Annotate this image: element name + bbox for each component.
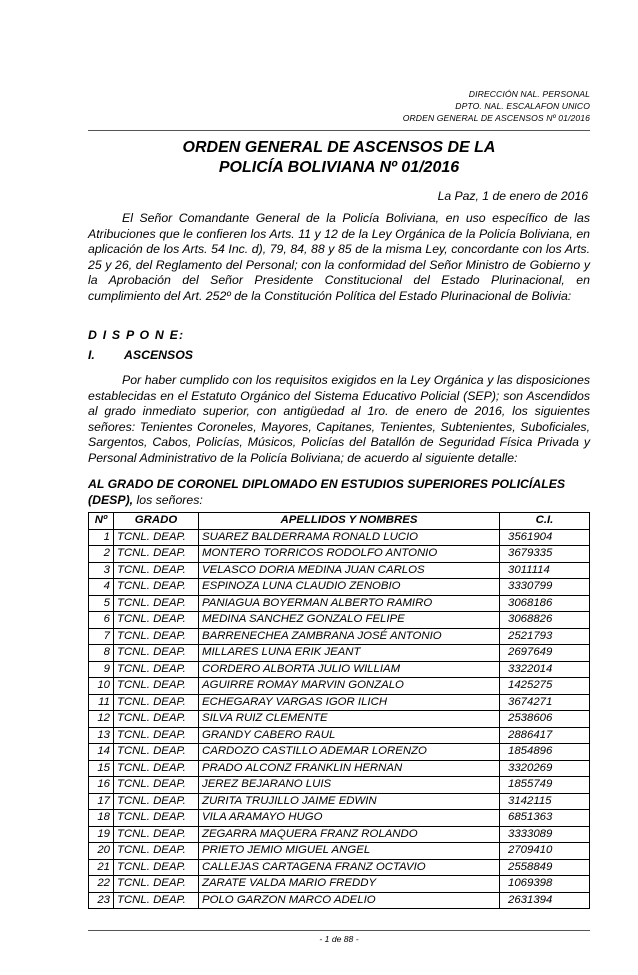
table-row: [89, 859, 590, 876]
row-nombres: CORDERO ALBORTA JULIO WILLIAM: [199, 661, 500, 678]
row-nombres: SUAREZ BALDERRAMA RONALD LUCIO: [199, 529, 500, 546]
row-nombres: BARRENECHEA ZAMBRANA JOSÉ ANTONIO: [199, 628, 500, 645]
row-ci: 3011114: [500, 562, 590, 579]
row-number: 23: [89, 892, 114, 909]
promotions-table: [88, 512, 590, 909]
row-ci: 3679335: [500, 546, 590, 563]
title-line-1: ORDEN GENERAL DE ASCENSOS DE LA: [182, 139, 496, 156]
row-number: 7: [89, 628, 114, 645]
row-ci: 3142115: [500, 793, 590, 810]
row-nombres: PANIAGUA BOYERMAN ALBERTO RAMIRO: [199, 595, 500, 612]
row-grado: TCNL. DEAP.: [114, 579, 199, 596]
table-row: [89, 529, 590, 546]
grado-heading-bold: AL GRADO DE CORONEL DIPLOMADO EN ESTUDIOS SUPERIORES POLICÍALES (DESP),: [88, 477, 566, 507]
row-ci: 3068826: [500, 612, 590, 629]
section-text: Por haber cumplido con los requisitos exigidos en la Ley Orgánica y las disposiciones establecidas en el Estatuto Orgánico del Sistema Educativo Policial (SEP); son Ascendidos al grado inmediato superior, con antigüedad al 1ro. de enero de 2016, los siguientes señores: Tenientes Coroneles, Mayores, Capitanes, Tenientes, Subtenientes, Suboficiales, Sargentos, Cabos, Policías, Músicos, Policías del Batallón de Seguridad Física Privada y Personal Administrativo de la Policía Boliviana; de acuerdo al siguiente detalle:: [88, 373, 590, 465]
row-number: 10: [89, 678, 114, 695]
header-divider: [88, 130, 590, 131]
table-row: [89, 645, 590, 662]
row-ci: 2631394: [500, 892, 590, 909]
row-number: 20: [89, 843, 114, 860]
row-number: 18: [89, 810, 114, 827]
table-row: [89, 793, 590, 810]
row-number: 15: [89, 760, 114, 777]
row-number: 8: [89, 645, 114, 662]
header-line-1: DIRECCIÓN NAL. PERSONAL: [468, 89, 590, 99]
section-paragraph: [88, 373, 590, 466]
row-ci: 3333089: [500, 826, 590, 843]
row-nombres: VILA ARAMAYO HUGO: [199, 810, 500, 827]
table-row: [89, 562, 590, 579]
row-nombres: ECHEGARAY VARGAS IGOR ILICH: [199, 694, 500, 711]
row-grado: TCNL. DEAP.: [114, 892, 199, 909]
table-row: [89, 546, 590, 563]
table-row: [89, 694, 590, 711]
row-grado: TCNL. DEAP.: [114, 694, 199, 711]
row-grado: TCNL. DEAP.: [114, 760, 199, 777]
table-body: [89, 529, 590, 909]
row-ci: 1855749: [500, 777, 590, 794]
row-nombres: JEREZ BEJARANO LUIS: [199, 777, 500, 794]
section-title: ASCENSOS: [124, 348, 194, 362]
row-nombres: POLO GARZON MARCO ADELIO: [199, 892, 500, 909]
table-row: [89, 876, 590, 893]
row-nombres: PRIETO JEMIO MIGUEL ANGEL: [199, 843, 500, 860]
row-grado: TCNL. DEAP.: [114, 612, 199, 629]
row-nombres: SILVA RUIZ CLEMENTE: [199, 711, 500, 728]
row-grado: TCNL. DEAP.: [114, 628, 199, 645]
row-number: 11: [89, 694, 114, 711]
row-nombres: GRANDY CABERO RAUL: [199, 727, 500, 744]
header-line-2: DPTO. NAL. ESCALAFON UNICO: [455, 101, 590, 111]
row-grado: TCNL. DEAP.: [114, 678, 199, 695]
table-row: [89, 777, 590, 794]
row-number: 12: [89, 711, 114, 728]
table-row: [89, 727, 590, 744]
table-row: [89, 595, 590, 612]
row-nombres: ZARATE VALDA MARIO FREDDY: [199, 876, 500, 893]
row-nombres: MEDINA SANCHEZ GONZALO FELIPE: [199, 612, 500, 629]
grado-heading-normal: los señores:: [133, 492, 203, 507]
row-nombres: CALLEJAS CARTAGENA FRANZ OCTAVIO: [199, 859, 500, 876]
header-grado: GRADO: [114, 513, 199, 530]
table-row: [89, 678, 590, 695]
row-ci: 1425275: [500, 678, 590, 695]
row-grado: TCNL. DEAP.: [114, 744, 199, 761]
table-row: [89, 744, 590, 761]
row-grado: TCNL. DEAP.: [114, 810, 199, 827]
row-nombres: ZURITA TRUJILLO JAIME EDWIN: [199, 793, 500, 810]
table-header-row: [89, 513, 590, 530]
table-row: [89, 661, 590, 678]
header-ci: C.I.: [500, 513, 590, 530]
row-ci: 3322014: [500, 661, 590, 678]
table-row: [89, 760, 590, 777]
table-row: [89, 826, 590, 843]
row-grado: TCNL. DEAP.: [114, 777, 199, 794]
grado-heading: [88, 477, 590, 508]
row-ci: 6851363: [500, 810, 590, 827]
row-grado: TCNL. DEAP.: [114, 876, 199, 893]
row-nombres: MILLARES LUNA ERIK JEANT: [199, 645, 500, 662]
table-row: [89, 579, 590, 596]
row-grado: TCNL. DEAP.: [114, 727, 199, 744]
row-ci: 3330799: [500, 579, 590, 596]
document-header: [403, 88, 590, 124]
intro-text: El Señor Comandante General de la Policía Boliviana, en uso específico de las Atribuciones que le confieren los Arts. 11 y 12 de la Ley Orgánica de la Policía Boliviana, en aplicación de los Arts. 54 Inc. d), 79, 84, 88 y 85 de la misma Ley, concordante con los Arts. 25 y 26, del Reglamento del Personal; con la conformidad del Señor Ministro de Gobierno y la Aprobación del Señor Presidente Constitucional del Estado Plurinacional, en cumplimiento del Art. 252º de la Constitución Política del Estado Plurinacional de Bolivia:: [88, 211, 590, 303]
row-ci: 2886417: [500, 727, 590, 744]
row-nombres: ESPINOZA LUNA CLAUDIO ZENOBIO: [199, 579, 500, 596]
row-grado: TCNL. DEAP.: [114, 595, 199, 612]
section-heading: [88, 348, 193, 362]
header-line-3: ORDEN GENERAL DE ASCENSOS Nº 01/2016: [402, 113, 590, 123]
row-grado: TCNL. DEAP.: [114, 843, 199, 860]
row-grado: TCNL. DEAP.: [114, 826, 199, 843]
page-number: - 1 de 88 -: [319, 934, 359, 944]
row-grado: TCNL. DEAP.: [114, 546, 199, 563]
table-row: [89, 843, 590, 860]
row-number: 1: [89, 529, 114, 546]
row-ci: 2538606: [500, 711, 590, 728]
row-ci: 2521793: [500, 628, 590, 645]
table-row: [89, 810, 590, 827]
row-grado: TCNL. DEAP.: [114, 793, 199, 810]
row-nombres: ZEGARRA MAQUERA FRANZ ROLANDO: [199, 826, 500, 843]
row-nombres: AGUIRRE ROMAY MARVIN GONZALO: [199, 678, 500, 695]
row-nombres: CARDOZO CASTILLO ADEMAR LORENZO: [199, 744, 500, 761]
intro-paragraph: [88, 211, 590, 304]
title-line-2: POLICÍA BOLIVIANA Nº 01/2016: [218, 159, 460, 176]
row-number: 17: [89, 793, 114, 810]
row-number: 4: [89, 579, 114, 596]
row-nombres: MONTERO TORRICOS RODOLFO ANTONIO: [199, 546, 500, 563]
row-number: 22: [89, 876, 114, 893]
row-number: 19: [89, 826, 114, 843]
row-grado: TCNL. DEAP.: [114, 645, 199, 662]
row-ci: 3561904: [500, 529, 590, 546]
row-number: 16: [89, 777, 114, 794]
header-nombres: APELLIDOS Y NOMBRES: [199, 513, 500, 530]
row-number: 14: [89, 744, 114, 761]
row-number: 6: [89, 612, 114, 629]
header-number: Nº: [89, 513, 114, 530]
footer-divider: [88, 930, 590, 931]
table-row: [89, 711, 590, 728]
row-number: 9: [89, 661, 114, 678]
row-ci: 3068186: [500, 595, 590, 612]
row-grado: TCNL. DEAP.: [114, 711, 199, 728]
row-grado: TCNL. DEAP.: [114, 661, 199, 678]
table-row: [89, 612, 590, 629]
row-ci: 3320269: [500, 760, 590, 777]
row-ci: 2709410: [500, 843, 590, 860]
row-ci: 2558849: [500, 859, 590, 876]
row-ci: 3674271: [500, 694, 590, 711]
section-number: I.: [88, 348, 95, 362]
dispone-heading: D I S P O N E:: [88, 328, 185, 342]
row-nombres: VELASCO DORIA MEDINA JUAN CARLOS: [199, 562, 500, 579]
row-ci: 2697649: [500, 645, 590, 662]
document-title: [88, 138, 590, 178]
row-number: 5: [89, 595, 114, 612]
row-grado: TCNL. DEAP.: [114, 562, 199, 579]
table-row: [89, 628, 590, 645]
row-number: 21: [89, 859, 114, 876]
document-date: La Paz, 1 de enero de 2016: [437, 189, 588, 203]
row-number: 3: [89, 562, 114, 579]
row-grado: TCNL. DEAP.: [114, 859, 199, 876]
row-grado: TCNL. DEAP.: [114, 529, 199, 546]
row-nombres: PRADO ALCONZ FRANKLIN HERNAN: [199, 760, 500, 777]
row-ci: 1069398: [500, 876, 590, 893]
row-ci: 1854896: [500, 744, 590, 761]
table-row: [89, 892, 590, 909]
row-number: 2: [89, 546, 114, 563]
row-number: 13: [89, 727, 114, 744]
